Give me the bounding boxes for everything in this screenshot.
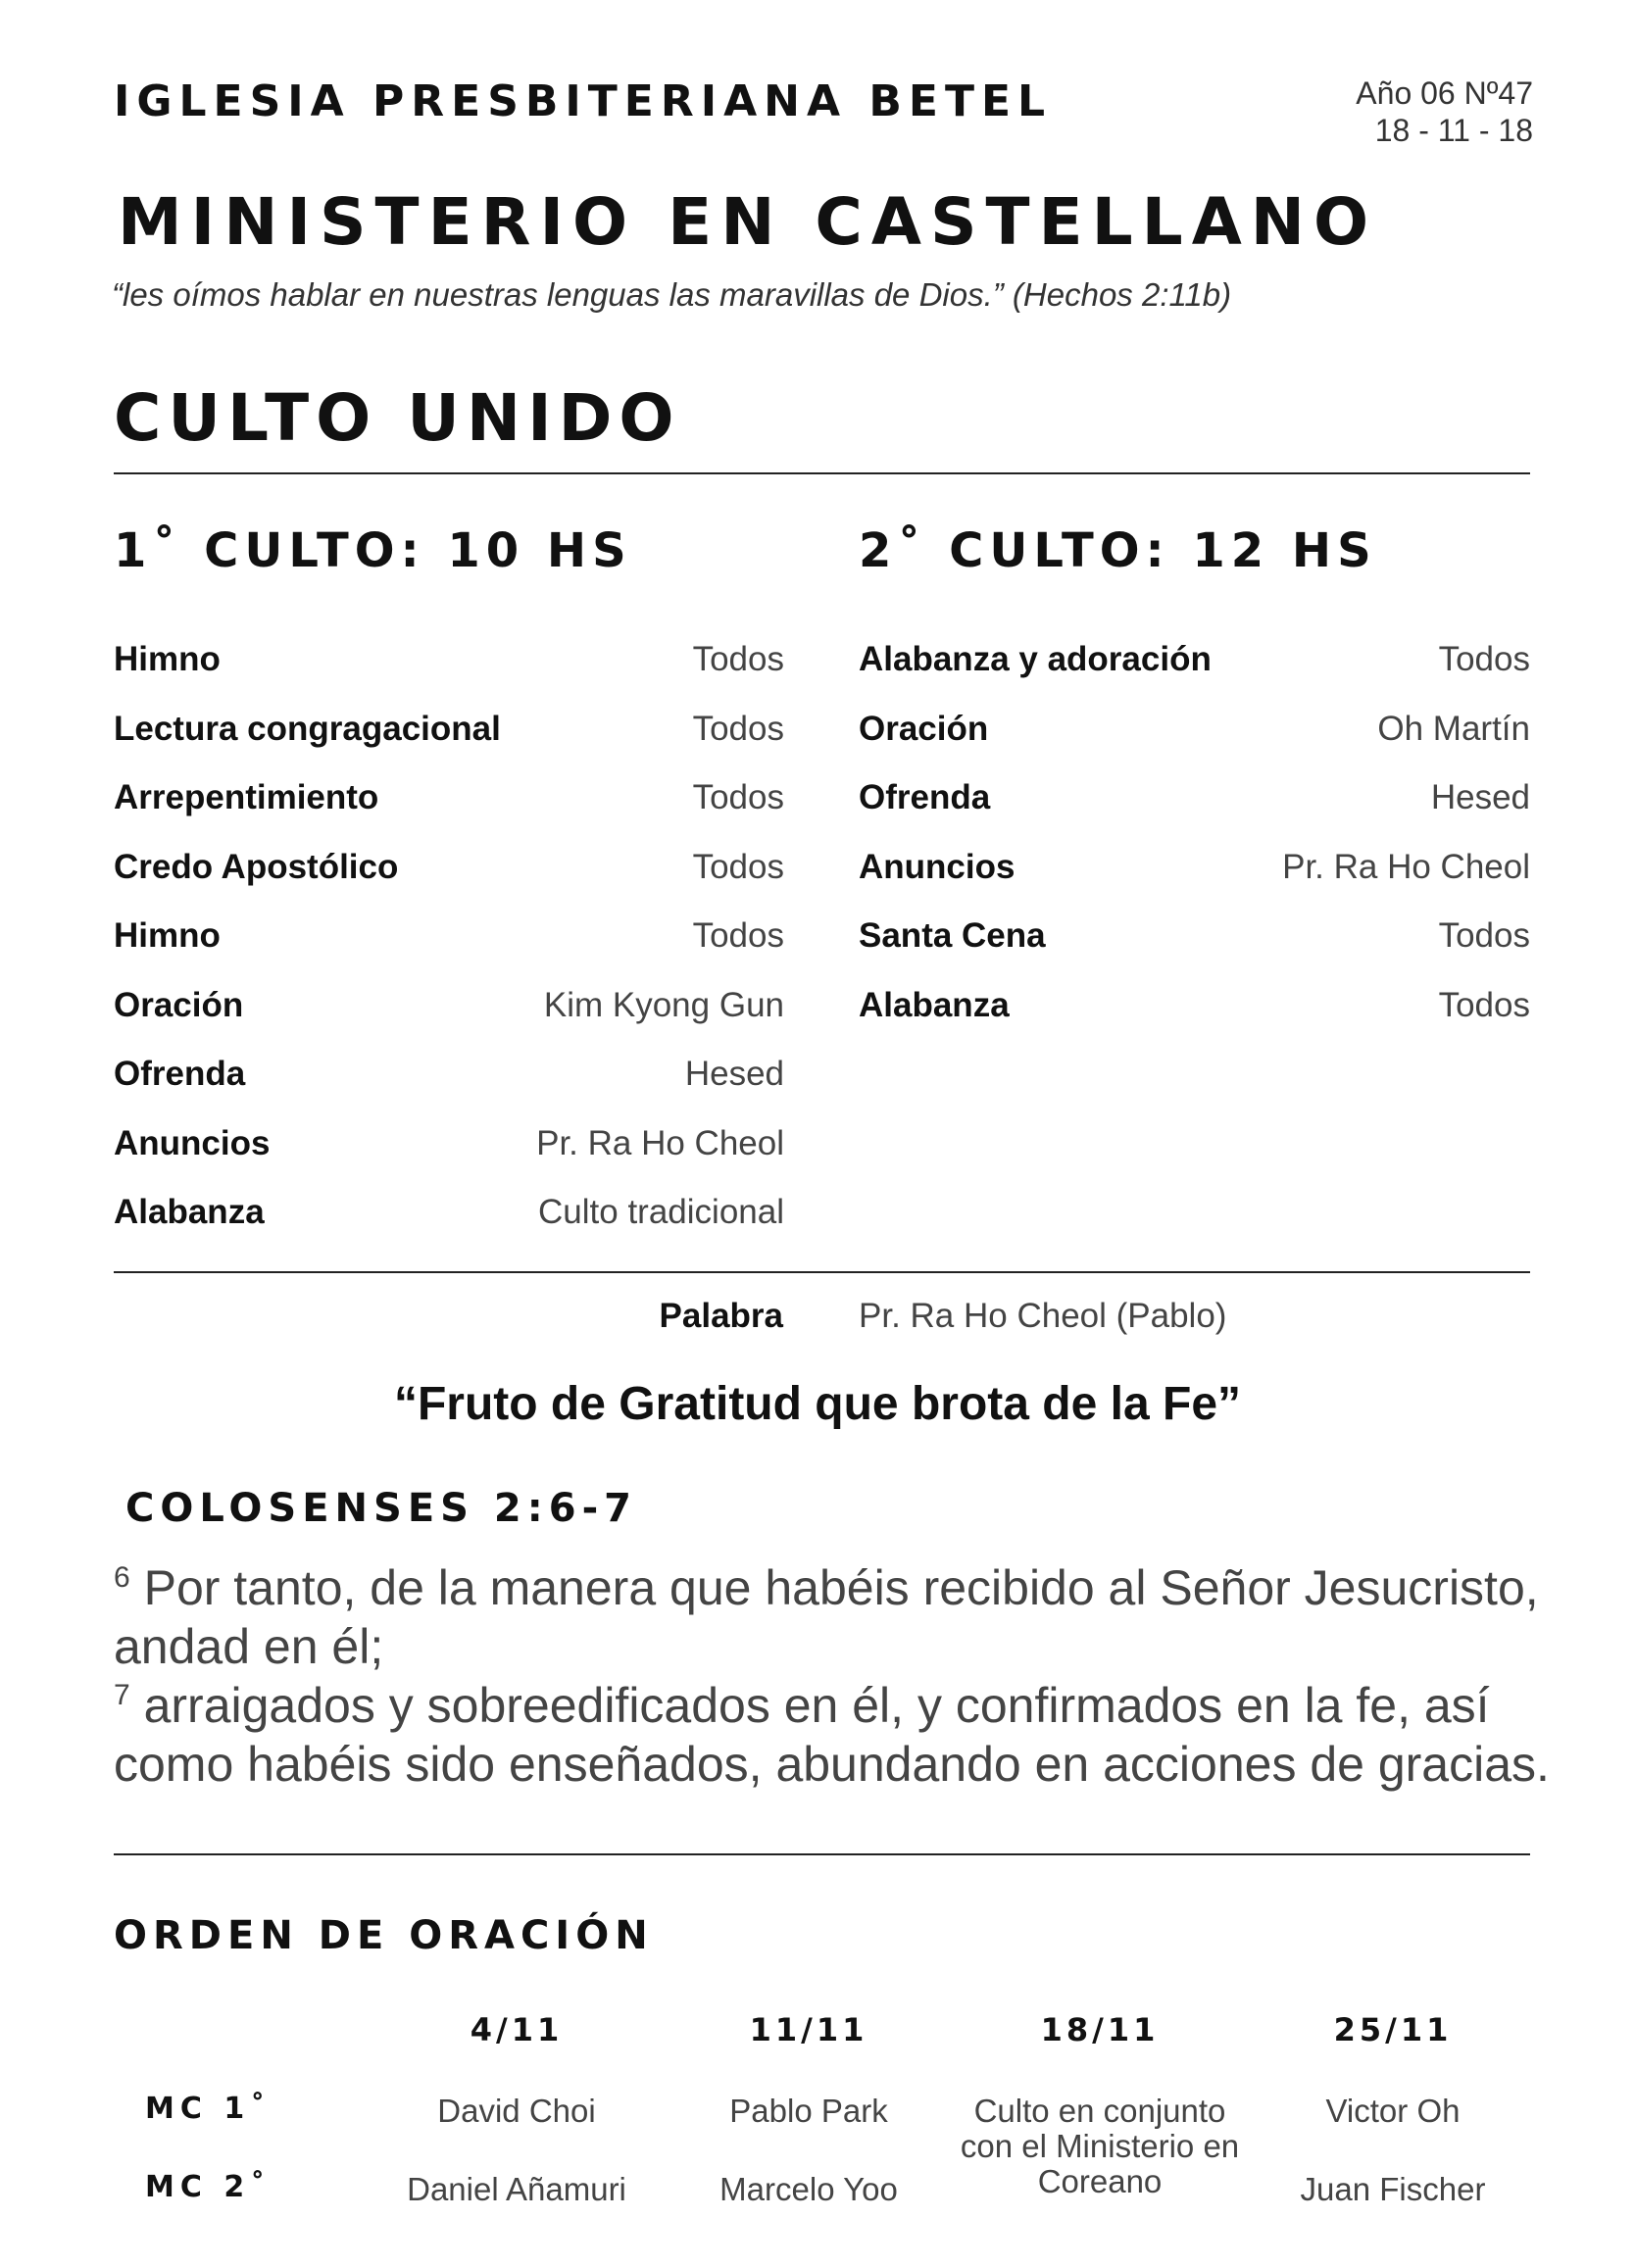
schedule-date: 11/11 (749, 2011, 868, 2048)
order-row (859, 770, 1530, 840)
schedule-cell: Pablo Park (729, 2093, 888, 2129)
order-row (114, 1116, 784, 1186)
schedule-date: 25/11 (1333, 2011, 1453, 2048)
order-row (114, 840, 784, 910)
palabra-label: Palabra (659, 1297, 783, 1335)
order-leader: Todos (1438, 985, 1530, 1024)
order-row (859, 840, 1530, 910)
order-leader: Pr. Ra Ho Cheol (1282, 847, 1530, 886)
verse-text: arraigados y sobreedificados en él, y confirmados en la fe, así como habéis sido enseñados, abundando en acciones de gracias. (114, 1678, 1550, 1792)
scripture-reference: COLOSENSES 2:6-7 (125, 1486, 637, 1531)
schedule-cell-merged: Culto en conjunto con el Ministerio en Coreano (960, 2093, 1240, 2199)
order-row (114, 909, 784, 978)
order-leader: Todos (692, 847, 784, 886)
church-name: IGLESIA PRESBITERIANA BETEL (114, 76, 1053, 126)
motto-quote: “les oímos hablar en nuestras lenguas las maravillas de Dios.” (Hechos 2:11b) (112, 276, 1232, 313)
preacher-name: Pr. Ra Ho Cheol (Pablo) (859, 1297, 1227, 1335)
order-leader: Oh Martín (1377, 709, 1530, 748)
verse-text: Por tanto, de la manera que habéis recibido al Señor Jesucristo, andad en él; (114, 1560, 1539, 1674)
order-item: Oración (114, 985, 244, 1024)
order-item: Alabanza y adoración (859, 640, 1212, 678)
section-title: CULTO UNIDO (114, 380, 681, 456)
order-item: Himno (114, 916, 221, 955)
order-row (859, 909, 1530, 978)
order-leader: Todos (692, 709, 784, 748)
verse-7 (114, 1676, 1564, 1794)
issue-date: 18 - 11 - 18 (1374, 113, 1533, 148)
service2-order (859, 632, 1530, 1047)
scripture-text (114, 1558, 1564, 1794)
issue-number: Año 06 Nº47 (1356, 75, 1533, 111)
prayer-order-title: ORDEN DE ORACIÓN (114, 1913, 654, 1958)
schedule-cell: David Choi (437, 2093, 596, 2129)
service2-heading: 2˚ CULTO: 12 HS (859, 523, 1377, 578)
divider (114, 1853, 1530, 1855)
order-item: Alabanza (114, 1193, 265, 1231)
order-item: Anuncios (114, 1123, 271, 1162)
order-item: Ofrenda (859, 778, 991, 816)
service1-order (114, 632, 784, 1255)
order-row (114, 978, 784, 1048)
order-leader: Hesed (1430, 778, 1530, 816)
order-leader: Kim Kyong Gun (543, 985, 784, 1024)
order-item: Himno (114, 640, 221, 678)
order-item: Arrepentimiento (114, 778, 379, 816)
service1-heading: 1˚ CULTO: 10 HS (114, 523, 632, 578)
order-row (859, 978, 1530, 1048)
schedule-cell: Victor Oh (1325, 2093, 1461, 2129)
order-item: Lectura congragacional (114, 709, 501, 748)
divider (114, 1271, 1530, 1273)
order-item: Anuncios (859, 847, 1016, 886)
order-item: Credo Apostólico (114, 847, 399, 886)
order-leader: Hesed (684, 1055, 784, 1093)
divider (114, 472, 1530, 474)
verse-number: 6 (114, 1561, 130, 1594)
order-leader: Pr. Ra Ho Cheol (536, 1123, 784, 1162)
issue-info (1356, 74, 1533, 149)
order-row (114, 1047, 784, 1116)
order-row (859, 702, 1530, 771)
order-row (114, 632, 784, 702)
order-item: Ofrenda (114, 1055, 246, 1093)
order-leader: Todos (692, 916, 784, 955)
schedule-date: 4/11 (470, 2011, 564, 2048)
order-leader: Todos (1438, 640, 1530, 678)
verse-6 (114, 1558, 1564, 1676)
order-item: Oración (859, 709, 989, 748)
sermon-title: “Fruto de Gratitud que brota de la Fe” (393, 1378, 1242, 1430)
order-leader: Todos (692, 640, 784, 678)
order-leader: Todos (692, 778, 784, 816)
order-leader: Culto tradicional (538, 1193, 784, 1231)
order-row (859, 632, 1530, 702)
schedule-cell: Juan Fischer (1300, 2171, 1486, 2207)
order-row (114, 1185, 784, 1255)
ministry-title: MINISTERIO EN CASTELLANO (118, 184, 1378, 260)
order-row (114, 770, 784, 840)
order-item: Santa Cena (859, 916, 1046, 955)
schedule-row-label: MC 1˚ (145, 2092, 272, 2126)
order-row (114, 702, 784, 771)
verse-number: 7 (114, 1679, 130, 1711)
order-item: Alabanza (859, 985, 1010, 1024)
schedule-row-label: MC 2˚ (145, 2170, 272, 2204)
order-leader: Todos (1438, 916, 1530, 955)
schedule-cell: Marcelo Yoo (719, 2171, 898, 2207)
schedule-date: 18/11 (1040, 2011, 1160, 2048)
schedule-cell: Daniel Añamuri (407, 2171, 626, 2207)
